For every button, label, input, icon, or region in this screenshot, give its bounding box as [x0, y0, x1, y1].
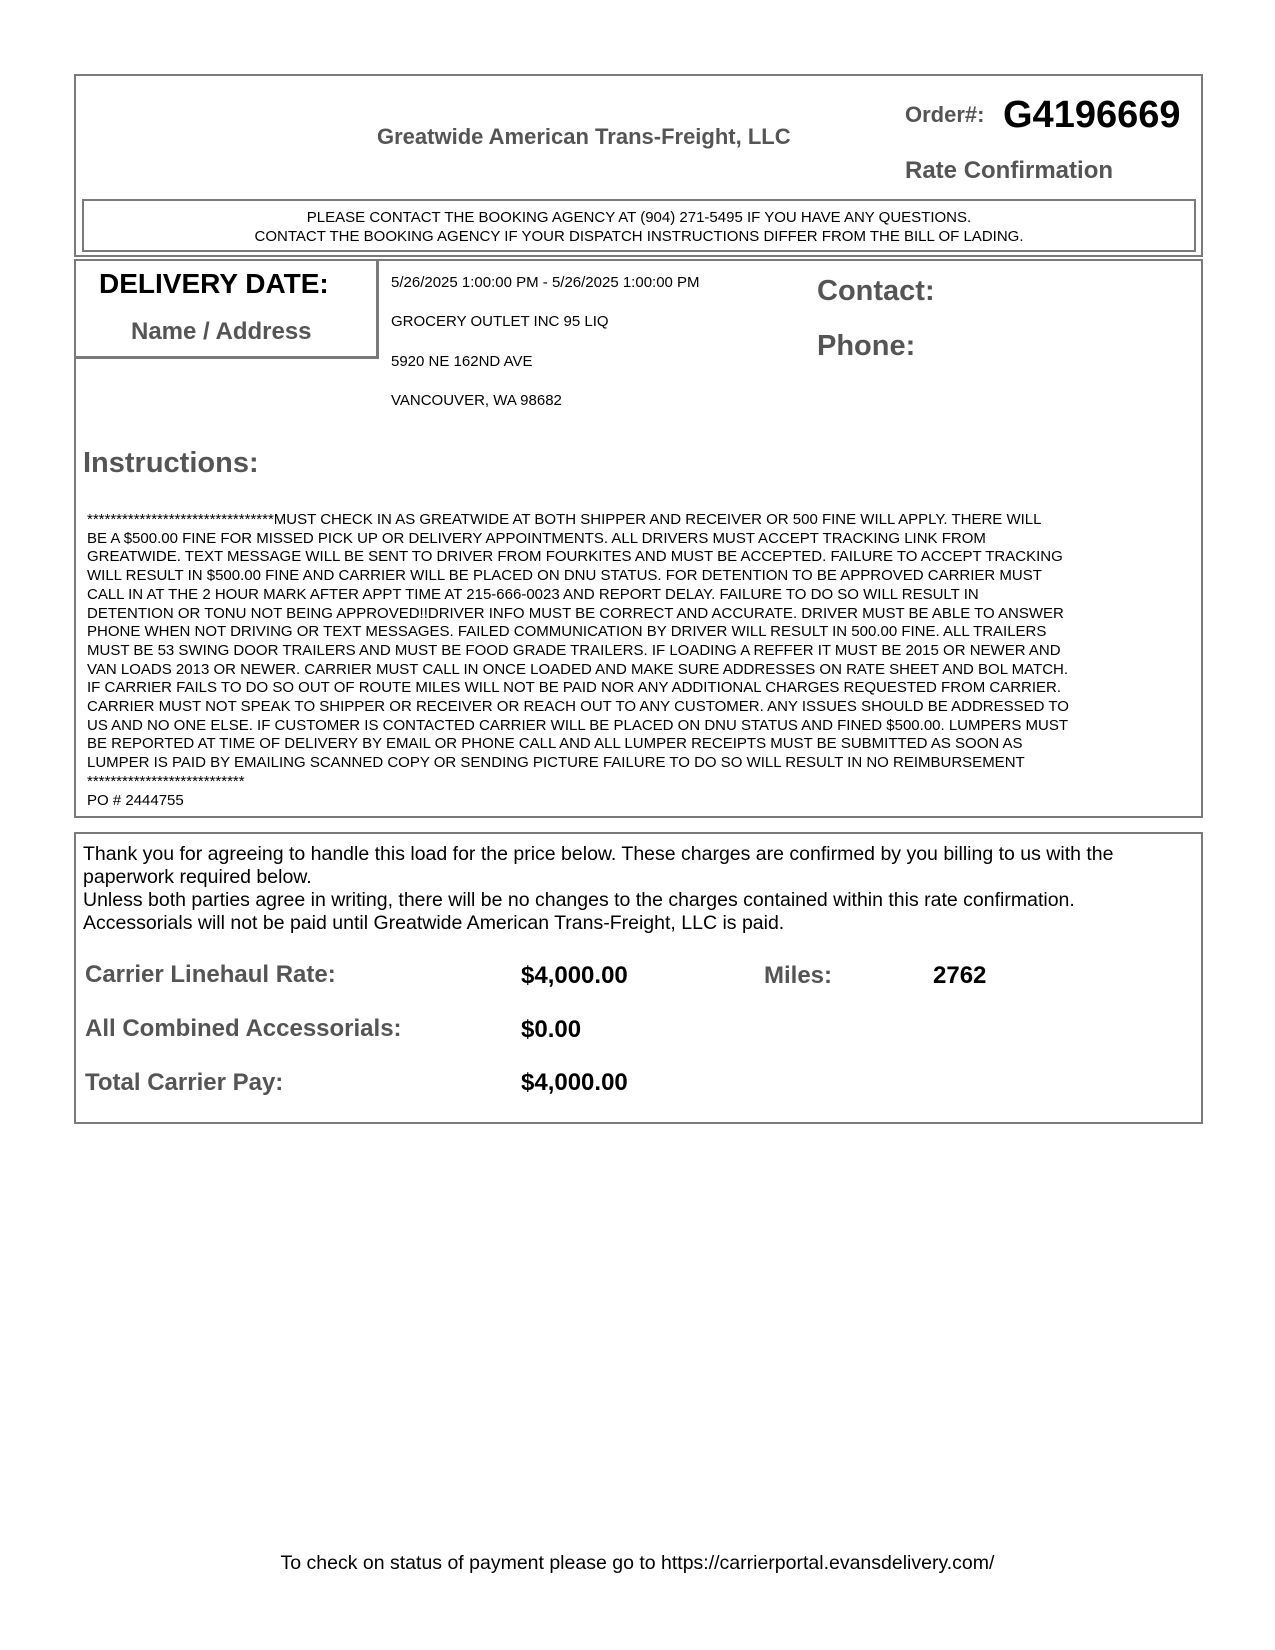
instructions-label: Instructions: — [83, 447, 259, 479]
total-pay-value: $4,000.00 — [521, 1069, 628, 1096]
linehaul-value: $4,000.00 — [521, 962, 628, 989]
notice-line-1: PLEASE CONTACT THE BOOKING AGENCY AT (904) 271-5495 IF YOU HAVE ANY QUESTIONS. — [306, 209, 972, 226]
payment-status-footer: To check on status of payment please go to https://carrierportal.evansdelivery.com/ — [280, 1552, 995, 1574]
miles-label: Miles: — [764, 962, 833, 989]
delivery-date-label: DELIVERY DATE: — [99, 268, 329, 299]
po-number: PO # 2444755 — [87, 792, 184, 809]
delivery-datetime: 5/26/2025 1:00:00 PM - 5/26/2025 1:00:00 PM — [391, 274, 700, 291]
phone-label: Phone: — [817, 330, 916, 362]
notice-line-2: CONTACT THE BOOKING AGENCY IF YOUR DISPATCH INSTRUCTIONS DIFFER FROM THE BILL OF LADING. — [254, 228, 1024, 245]
company-name: Greatwide American Trans-Freight, LLC — [377, 124, 791, 149]
delivery-city: VANCOUVER, WA 98682 — [391, 392, 562, 409]
total-pay-label: Total Carrier Pay: — [85, 1069, 284, 1096]
accessorials-value: $0.00 — [521, 1016, 582, 1043]
instructions-text: ********************************MUST CHECK IN AS GREATWIDE AT BOTH SHIPPER AND RECEIVER OR 500 FINE WILL APPLY. THERE WILL BE A $500.00 FINE FOR MISSED PICK UP OR DELIVERY APPOINTMENTS. ALL DRIVERS MUST ACCEPT TRACKING LINK FROM GREATWIDE. TEXT MESSAGE WILL BE SENT TO DRIVER FROM FOURKITES AND MUST BE ACCEPTED. FAILURE TO ACCEPT TRACKING WILL RESULT IN $500.00 FINE AND CARRIER WILL BE PLACED ON DNU STATUS. FOR DETENTION TO BE APPROVED CARRIER MUST CALL IN AT THE 2 HOUR MARK AFTER APPT TIME AT 215-666-0023 AND REPORT DELAY. FAILURE TO DO SO WILL RESULT IN DETENTION OR TONU NOT BEING APPROVED!!DRIVER INFO MUST BE CORRECT AND ACCURATE. DRIVER MUST BE ABLE TO ANSWER PHONE WHEN NOT DRIVING OR TEXT MESSAGES. FAILED COMMUNICATION BY DRIVER WILL RESULT IN 500.00 FINE. ALL TRAILERS MUST BE 53 SWING DOOR TRAILERS AND MUST BE FOOD GRADE TRAILERS. IF LOADING A REFFER IT MUST BE 2015 OR NEWER AND VAN LOADS 2013 OR NEWER. CARRIER MUST CALL IN ONCE LOADED AND MAKE SURE ADDRESSES ON RATE SHEET AND BOL MATCH. IF CARRIER FAILS TO DO SO OUT OF ROUTE MILES WILL NOT BE PAID NOR ANY ADDITIONAL CHARGES REQUESTED FROM CARRIER. CARRIER MUST NOT SPEAK TO SHIPPER OR RECEIVER OR REACH OUT TO ANY CUSTOMER. ANY ISSUES SHOULD BE ADDRESSED TO US AND NO ONE ELSE. IF CUSTOMER IS CONTACTED CARRIER WILL BE PLACED ON DNU STATUS AND FINED $500.00. LUMPERS MUST BE REPORTED AT TIME OF DELIVERY BY EMAIL OR PHONE CALL AND ALL LUMPER RECEIPTS MUST BE SUBMITTED AS SOON AS LUMPER IS PAID BY EMAILING SCANNED COPY OR SENDING PICTURE FAILURE TO DO SO WILL RESULT IN NO REIMBURSEMENT *************************** — [87, 511, 1069, 790]
delivery-street: 5920 NE 162ND AVE — [391, 353, 533, 370]
accessorials-label: All Combined Accessorials: — [85, 1015, 402, 1042]
order-label: Order#: — [905, 102, 985, 127]
rate-intro-text: Thank you for agreeing to handle this load for the price below. These charges are confirmed by you billing to us with the paperwork required below. Unless both parties agree in writing, there will be no changes to the charges contained within this rate confirmation. Accessorials will not be paid until Greatwide American Trans-Freight, LLC is paid. — [83, 843, 1114, 934]
name-address-label: Name / Address — [131, 318, 312, 345]
linehaul-label: Carrier Linehaul Rate: — [85, 961, 336, 988]
order-number: G4196669 — [1003, 94, 1181, 136]
delivery-name: GROCERY OUTLET INC 95 LIQ — [391, 313, 609, 330]
miles-value: 2762 — [933, 962, 987, 989]
booking-notice — [82, 199, 1196, 252]
contact-label: Contact: — [817, 275, 935, 307]
document-title: Rate Confirmation — [905, 157, 1114, 184]
